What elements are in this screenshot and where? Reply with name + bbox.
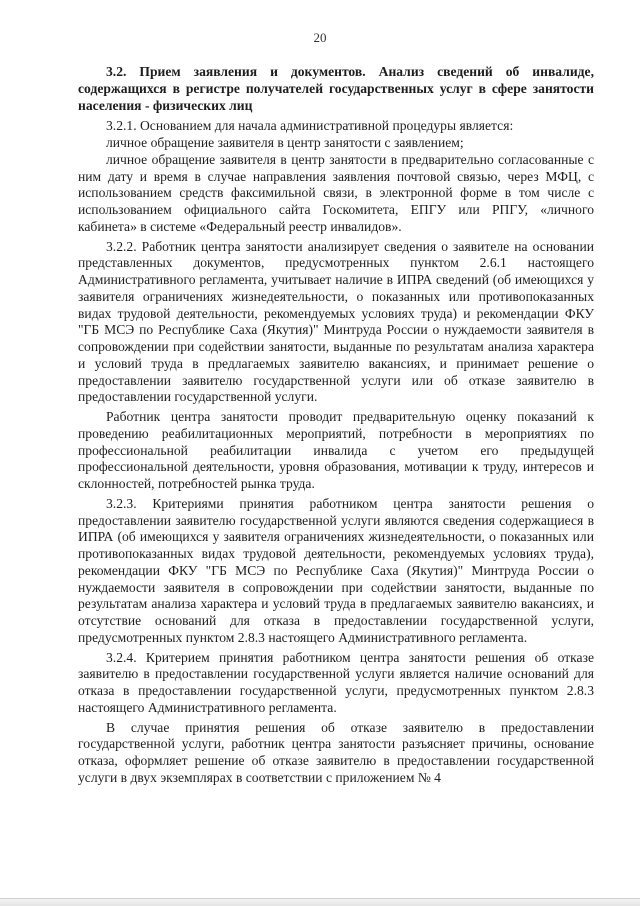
paragraph-3-2-2: 3.2.2. Работник центра занятости анализирует сведения о заявителе на основании представленных документов, предусмотренных пунктом 2.6.1 настоящего Административного регламента, учитывает наличие в ИПРА сведений (об имеющихся у заявителя ограничениях жизнедеятельности, о показанных или противопоказанных видах трудовой деятельности, рекомендуемых условиях труда) и рекомендации ФКУ "ГБ МСЭ по Республике Саха (Якутия)" Минтруда России о нуждаемости заявителя в сопровождении при содействии занятости, выданные по результатам анализа характера и условий труда в предлагаемых заявителю вакансиях, и принимает решение о предоставлении заявителю государственной услуги или об отказе заявителю в предоставлении государственной услуги. [78, 238, 594, 405]
paragraph-3-2-4: 3.2.4. Критерием принятия работником центра занятости решения об отказе заявителю в предоставлении государственной услуги является наличие оснований для отказа в предоставлении государственной услуги, предусмотренных пунктом 2.8.3 настоящего Административного регламента. [78, 649, 594, 715]
paragraph-personal-appeal: личное обращение заявителя в центр занятости с заявлением; [106, 135, 464, 150]
document-body [78, 64, 594, 790]
page-number: 20 [313, 30, 327, 45]
paragraph-3-2-3: 3.2.3. Критериями принятия работником центра занятости решения о предоставлении заявителю государственной услуги являются сведения содержащиеся в ИПРА (об имеющихся у заявителя ограничениях жизнедеятельности, о показанных или противопоказанных видах трудовой деятельности, рекомендуемых условиях труда), рекомендации ФКУ "ГБ МСЭ по Республике Саха (Якутия)" Минтруда России о нуждаемости заявителя в сопровождении при содействии занятости, выданные по результатам анализа характера и условий труда в предлагаемых заявителю вакансиях, и отсутствие оснований для отказа в предоставлении государственной услуги, предусмотренных пунктом 2.8.3 настоящего Административного регламента. [78, 495, 594, 645]
paragraph-scheduled-appeal: личное обращение заявителя в центр занятости в предварительно согласованные с ним дату и время в случае направления заявления почтовой связью, через МФЦ, с использованием средств факсимильной связи, в электронной форме в том числе с использованием официального сайта Госкомитета, ЕПГУ или РПГУ, «личного кабинета» в системе «Федеральный реестр инвалидов». [78, 151, 594, 234]
paragraph-refusal-procedure: В случае принятия решения об отказе заявителю в предоставлении государственной услуги, работник центра занятости разъясняет причины, основание отказа, оформляет решение об отказе заявителю в предоставлении государственной услуги в двух экземплярах в соответствии с приложением № 4 [78, 719, 594, 785]
section-heading: 3.2. Прием заявления и документов. Анализ сведений об инвалиде, содержащихся в регистре получателей государственных услуг в сфере занятости населения - физических лиц [78, 64, 594, 113]
paragraph-preliminary-assessment: Работник центра занятости проводит предварительную оценку показаний к проведению реабилитационных мероприятий, потребности в мероприятиях по профессиональной реабилитации инвалида с учетом его предыдущей профессиональной деятельности, уровня образования, мотивации к труду, интересов и склонностей, потребностей рынка труда. [78, 409, 594, 491]
paragraph-3-2-1: 3.2.1. Основанием для начала административной процедуры является: [106, 118, 514, 134]
